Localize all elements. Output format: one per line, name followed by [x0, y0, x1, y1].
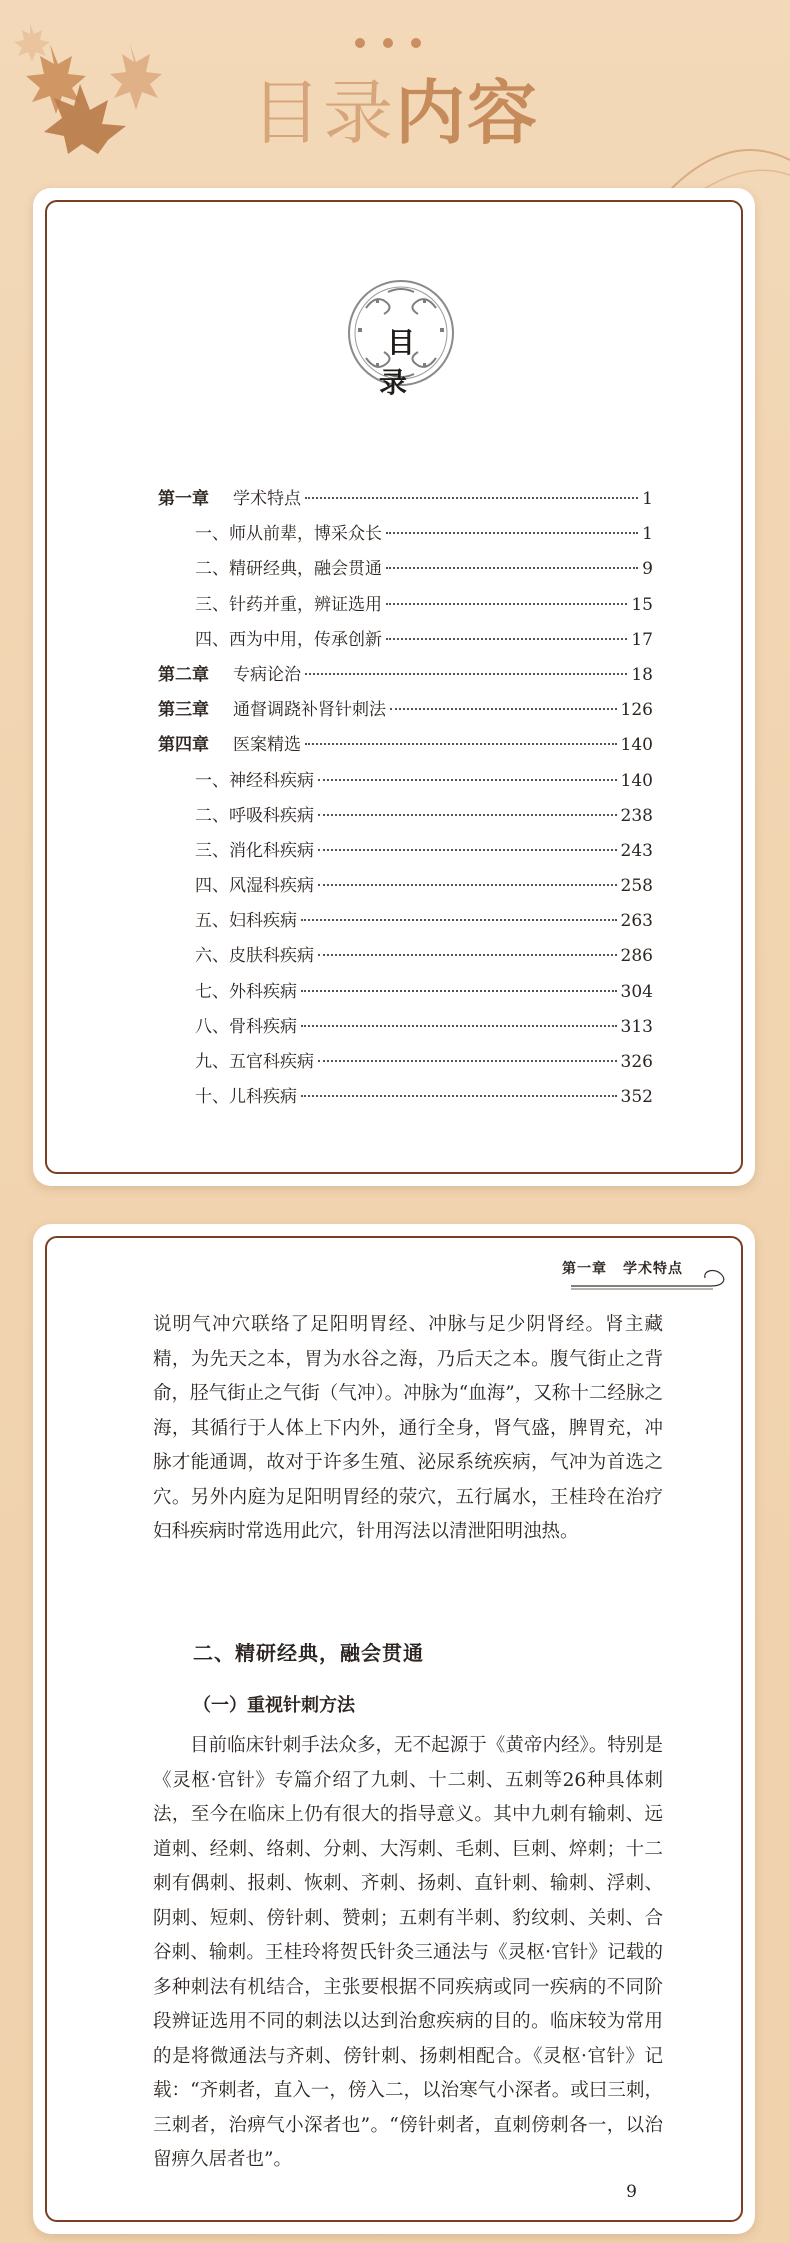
- toc-row: [158, 590, 653, 625]
- toc-page-number: 1: [642, 489, 653, 509]
- toc-dot-leader: [318, 814, 617, 816]
- toc-page-card: [33, 188, 755, 1186]
- toc-entry-label: 一、神经科疾病: [195, 770, 314, 791]
- toc-entry-label: 五、妇科疾病: [195, 911, 297, 932]
- subsection-heading: （一）重视针刺方法: [193, 1695, 355, 1716]
- toc-page-number: 140: [620, 770, 653, 791]
- header-dots: [355, 38, 421, 48]
- toc-row: [158, 977, 653, 1012]
- toc-entry-label: 医案精选: [233, 735, 301, 756]
- toc-page-number: 304: [620, 981, 653, 1002]
- toc-entry-label: 四、风湿科疾病: [195, 876, 314, 897]
- toc-dot-leader: [305, 743, 617, 745]
- dot: [411, 38, 421, 48]
- toc-page-number: 352: [620, 1087, 653, 1108]
- toc-dot-leader: [318, 779, 617, 781]
- toc-page-number: 238: [620, 805, 653, 826]
- toc-entry-label: 九、五官科疾病: [195, 1052, 314, 1072]
- toc-page-number: 286: [620, 946, 653, 967]
- body-paragraph-1: [153, 1308, 663, 1550]
- toc-row: [158, 941, 653, 976]
- toc-entry-label: 二、呼吸科疾病: [195, 805, 314, 826]
- toc-row: [158, 766, 653, 801]
- toc-entry-label: 六、皮肤科疾病: [195, 946, 314, 967]
- toc-page-number: 15: [631, 594, 653, 615]
- page-number: 9: [626, 2182, 637, 2202]
- toc-entry-label: 一、师从前辈，博采众长: [195, 524, 382, 545]
- toc-row: [158, 519, 653, 554]
- paragraph-text: 目前临床针刺手法众多，无不起源于《黄帝内经》。特别是《灵枢·官针》专篇介绍了九刺、十二刺、五刺等26种具体刺法，至今在临床上仍有很大的指导意义。其中九刺有输刺、远道刺、经刺、络刺、分刺、大泻刺、毛刺、巨刺、焠刺；十二刺有偶刺、报刺、恢刺、齐刺、扬刺、直针刺、输刺、浮刺、阴刺、短刺、傍针刺、赞刺；五刺有半刺、豹纹刺、关刺、合谷刺、输刺。王桂玲将贺氏针灸三通法与《灵枢·官针》记载的多种刺法有机结合，主张要根据不同疾病或同一疾病的不同阶段辨证选用不同的刺法以达到治愈疾病的目的。临床较为常用的是将微通法与齐刺、傍针刺、扬刺相配合。《灵枢·官针》记载：“齐刺者，直入一，傍入二，以治寒气小深者。或曰三刺，三刺者，治痹气小深者也”。“傍针刺者，直刺傍刺各一，以治留痹久居者也”。: [153, 1735, 663, 2170]
- toc-dot-leader: [301, 919, 617, 921]
- toc-dot-leader: [305, 673, 627, 675]
- toc-row: [158, 1012, 653, 1047]
- toc-dot-leader: [390, 708, 617, 710]
- dot: [355, 38, 365, 48]
- toc-chapter-number: 第二章: [158, 664, 209, 685]
- toc-page-number: 263: [620, 911, 653, 932]
- header-title-light: 目录: [251, 72, 395, 154]
- header-title-bold: 内容: [395, 72, 539, 154]
- running-head-rule: [51, 1264, 737, 1294]
- toc-entry-label: 学术特点: [233, 489, 301, 509]
- header-title: [0, 72, 790, 154]
- toc-row: [158, 871, 653, 906]
- toc-page-number: 326: [620, 1052, 653, 1072]
- toc-row: [158, 1047, 653, 1082]
- toc-row: [158, 1082, 653, 1117]
- toc-title: 目 录: [378, 326, 431, 399]
- toc-dot-leader: [301, 1025, 617, 1027]
- toc-page-number: 17: [631, 629, 653, 650]
- section-heading: 二、精研经典，融会贯通: [193, 1641, 424, 1665]
- toc-row: [158, 554, 653, 589]
- toc-dot-leader: [301, 990, 617, 992]
- toc-page-number: 313: [620, 1016, 653, 1037]
- dot: [383, 38, 393, 48]
- toc-row: [158, 906, 653, 941]
- running-head-title: 学术特点: [623, 1261, 683, 1277]
- toc-entry-label: 十、儿科疾病: [195, 1087, 297, 1108]
- toc-row: [158, 484, 653, 519]
- toc-page-number: 243: [620, 840, 653, 861]
- paragraph-text: 说明气冲穴联络了足阳明胃经、冲脉与足少阴肾经。肾主藏精，为先天之本，胃为水谷之海，乃后天之本。腹气街止之背俞，胫气街止之气街（气冲）。冲脉为“血海”，又称十二经脉之海，其循行于人体上下内外，通行全身，肾气盛，脾胃充，冲脉才能通调，故对于许多生殖、泌尿系统疾病，气冲为首选之穴。另外内庭为足阳明胃经的荥穴，五行属水，王桂玲在治疗妇科疾病时常选用此穴，针用泻法以清泄阳明浊热。: [153, 1314, 663, 1542]
- toc-dot-leader: [318, 954, 617, 956]
- toc-dot-leader: [386, 532, 638, 534]
- toc-row: [158, 836, 653, 871]
- toc-dot-leader: [318, 849, 617, 851]
- toc-dot-leader: [305, 497, 638, 499]
- toc-row: [158, 730, 653, 765]
- running-head-chapter: 第一章: [562, 1261, 607, 1277]
- toc-entry-label: 三、针药并重，辨证选用: [195, 594, 382, 615]
- toc-row: [158, 660, 653, 695]
- toc-row: [158, 625, 653, 660]
- toc-dot-leader: [301, 1095, 617, 1097]
- toc-page-number: 140: [620, 735, 653, 756]
- toc-dot-leader: [386, 638, 627, 640]
- toc-entry-label: 专病论治: [233, 664, 301, 685]
- toc-page-number: 126: [620, 700, 653, 721]
- toc-chapter-number: 第四章: [158, 735, 209, 756]
- toc-dot-leader: [318, 884, 617, 886]
- toc-dot-leader: [318, 1060, 617, 1062]
- toc-row: [158, 801, 653, 836]
- toc-list: [158, 484, 653, 1117]
- toc-page-number: 1: [642, 524, 653, 545]
- toc-page-number: 18: [631, 664, 653, 685]
- toc-dot-leader: [386, 567, 638, 569]
- toc-entry-label: 七、外科疾病: [195, 981, 297, 1002]
- toc-entry-label: 八、骨科疾病: [195, 1016, 297, 1037]
- toc-entry-label: 通督调跷补肾针刺法: [233, 700, 386, 721]
- toc-page-number: 258: [620, 876, 653, 897]
- text-page-card: [33, 1224, 755, 2234]
- toc-page-number: 9: [642, 559, 653, 580]
- toc-chapter-number: 第一章: [158, 489, 209, 509]
- body-paragraph-2: [153, 1729, 663, 2178]
- toc-dot-leader: [386, 603, 627, 605]
- toc-entry-label: 二、精研经典，融会贯通: [195, 559, 382, 580]
- toc-entry-label: 四、西为中用，传承创新: [195, 629, 382, 650]
- toc-row: [158, 695, 653, 730]
- toc-chapter-number: 第三章: [158, 700, 209, 721]
- toc-entry-label: 三、消化科疾病: [195, 840, 314, 861]
